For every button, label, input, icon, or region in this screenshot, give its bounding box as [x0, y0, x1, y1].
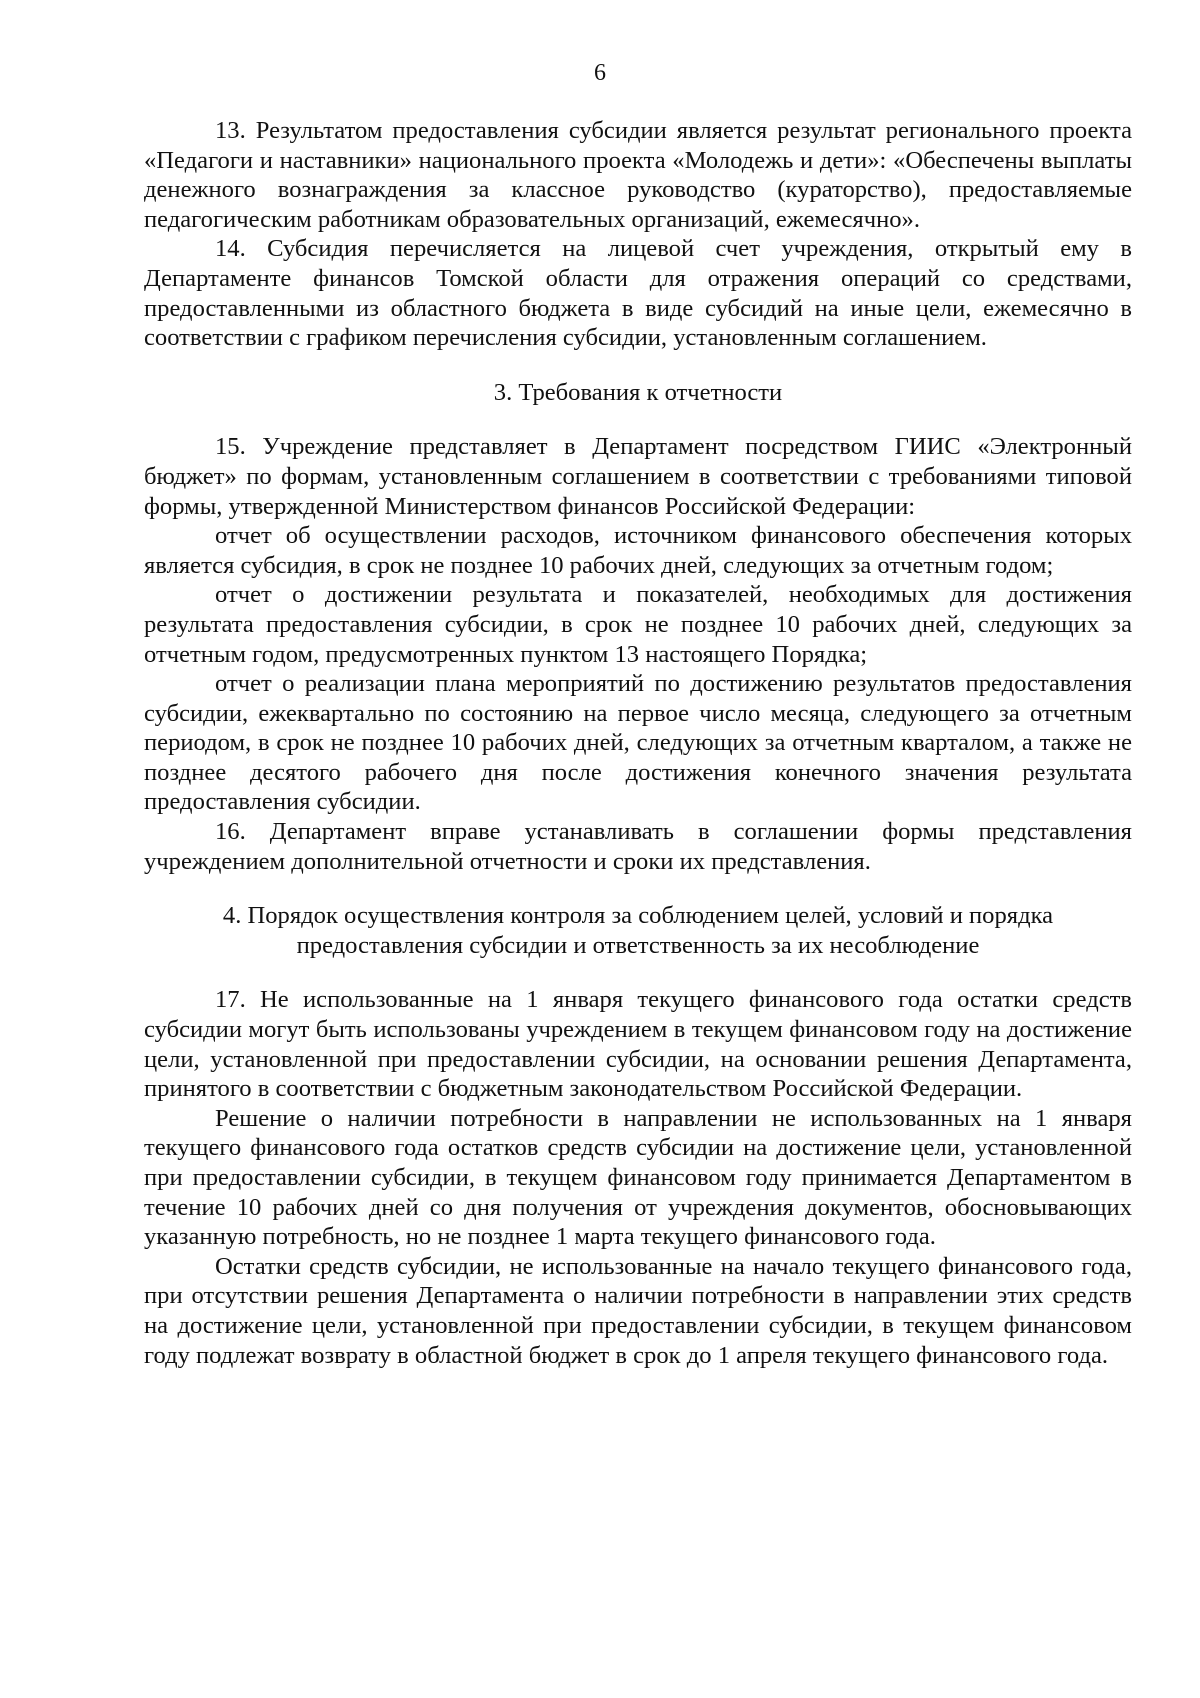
paragraph-15: 15. Учреждение представляет в Департамент посредством ГИИС «Электронный бюджет» по формам, установленным соглашением в соответствии с требованиями типовой формы, утвержденной Министерством финансов Российской Федерации:: [144, 433, 1132, 520]
paragraph-15-report-results: отчет о достижении результата и показателей, необходимых для достижения результата предоставления субсидии, в срок не позднее 10 рабочих дней, следующих за отчетным годом, предусмотренных пунктом 13 настоящего Порядка;: [144, 581, 1132, 668]
paragraph-13: 13. Результатом предоставления субсидии является результат регионального проекта «Педагоги и наставники» национального проекта «Молодежь и дети»: «Обеспечены выплаты денежного вознаграждения за классное руководство (кураторство), предоставляемые педагогическим работникам образовательных организаций, ежемесячно».: [144, 117, 1132, 233]
paragraph-17-decision: Решение о наличии потребности в направлении не использованных на 1 января текущего финансового года остатков средств субсидии на достижение цели, установленной при предоставлении субсидии, в текущем финансовом году принимается Департаментом в течение 10 рабочих дней со дня получения от учреждения документов, обосновывающих указанную потребность, но не позднее 1 марта текущего финансового года.: [144, 1104, 1132, 1251]
section-4-heading-line-1: 4. Порядок осуществления контроля за соблюдением целей, условий и порядка: [222, 902, 1054, 930]
paragraph-17-remainders: Остатки средств субсидии, не использованные на начало текущего финансового года, при отсутствии решения Департамента о наличии потребности в направлении этих средств на достижение цели, установленной при предоставлении субсидии, в текущем финансовом году подлежат возврату в областной бюджет в срок до 1 апреля текущего финансового года.: [144, 1252, 1132, 1369]
paragraph-16: 16. Департамент вправе устанавливать в соглашении формы представления учреждением дополнительной отчетности и сроки их представления.: [144, 818, 1132, 875]
page-number: 6: [594, 60, 606, 86]
paragraph-15-report-plan: отчет о реализации плана мероприятий по достижению результатов предоставления субсидии, ежеквартально по состоянию на первое число месяца, следующего за отчетным периодом, в срок не позднее 10 рабочих дней, следующих за отчетным кварталом, а также не позднее десятого рабочего дня после достижения конечного значения результата предоставления субсидии.: [144, 670, 1132, 816]
section-4-heading-line-2: предоставления субсидии и ответственность за их несоблюдение: [296, 931, 980, 959]
paragraph-15-report-expenses: отчет об осуществлении расходов, источником финансового обеспечения которых является субсидия, в срок не позднее 10 рабочих дней, следующих за отчетным годом;: [144, 522, 1132, 579]
paragraph-14: 14. Субсидия перечисляется на лицевой счет учреждения, открытый ему в Департаменте финансов Томской области для отражения операций со средствами, предоставленными из областного бюджета в виде субсидий на иные цели, ежемесячно в соответствии с графиком перечисления субсидии, установленным соглашением.: [144, 235, 1132, 352]
document-body: [144, 116, 1132, 1370]
section-3-heading: 3. Требования к отчетности: [493, 378, 783, 406]
paragraph-17: 17. Не использованные на 1 января текущего финансового года остатки средств субсидии могут быть использованы учреждением в текущем финансовом году на достижение цели, установленной при предоставлении субсидии, на основании решения Департамента, принятого в соответствии с бюджетным законодательством Российской Федерации.: [144, 986, 1132, 1103]
